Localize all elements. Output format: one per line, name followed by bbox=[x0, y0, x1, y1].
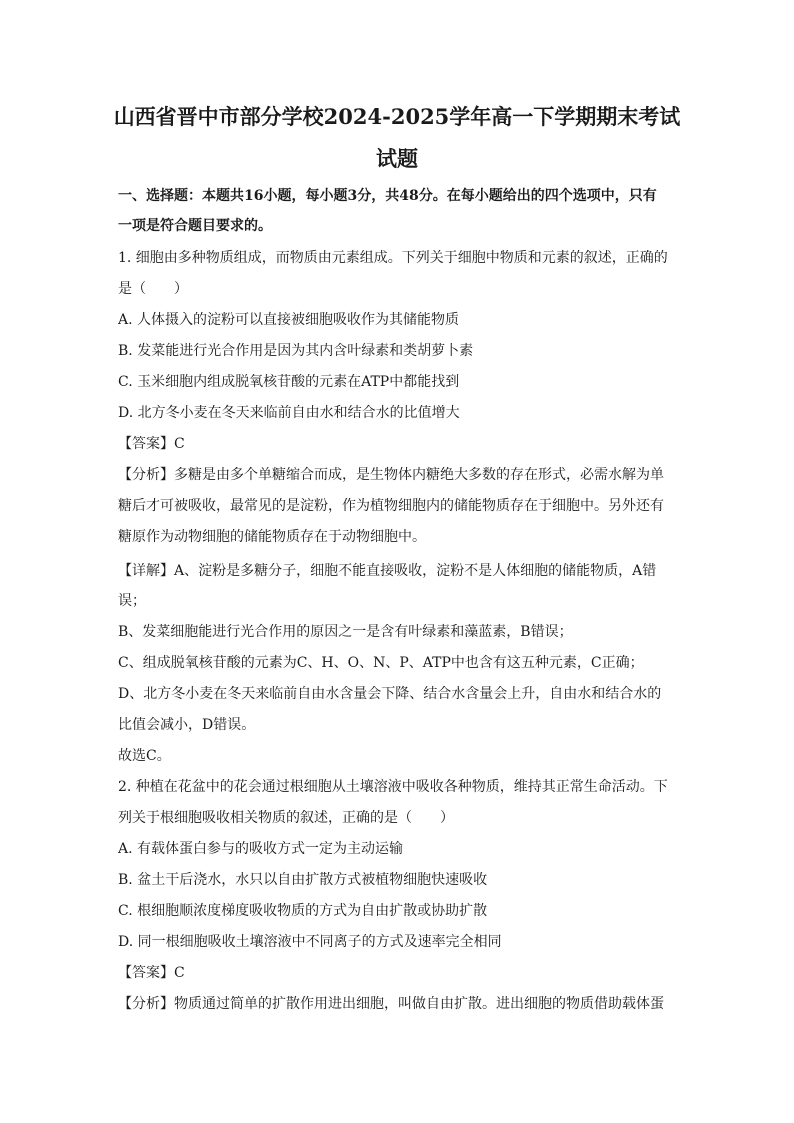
question-1-option-b: B. 发菜能进行光合作用是因为其内含叶绿素和类胡萝卜素 bbox=[118, 343, 474, 359]
question-1-option-a: A. 人体摄入的淀粉可以直接被细胞吸收作为其储能物质 bbox=[118, 312, 460, 328]
question-1-conclusion: 故选C。 bbox=[118, 748, 171, 764]
question-2-stem: 2. 种植在花盆中的花会通过根细胞从土壤溶液中吸收各种物质，维持其正常生命活动。下 bbox=[118, 779, 668, 795]
question-1-stem-continued: 是（ ） bbox=[118, 281, 188, 297]
section-heading: 一、选择题：本题共16小题，每小题3分，共48分。在每小题给出的四个选项中，只有 bbox=[118, 188, 657, 204]
question-2-stem-continued: 列关于根细胞吸收相关物质的叙述，正确的是（ ） bbox=[118, 810, 454, 826]
question-1-detail-line-3: B、发菜细胞能进行光合作用的原因之一是含有叶绿素和藻蓝素，B错误； bbox=[118, 624, 573, 640]
question-1-detail-line-2: 误； bbox=[118, 593, 146, 609]
question-1-detail-line-5: D、北方冬小麦在冬天来临前自由水含量会下降、结合水含量会上升，自由水和结合水的 bbox=[118, 686, 662, 702]
section-heading-continued: 一项是符合题目要求的。 bbox=[118, 218, 272, 234]
question-1-option-c: C. 玉米细胞内组成脱氧核苷酸的元素在ATP中都能找到 bbox=[118, 374, 460, 390]
question-2-analysis: 【分析】物质通过简单的扩散作用进出细胞，叫做自由扩散。进出细胞的物质借助载体蛋 bbox=[118, 996, 664, 1012]
question-2-option-a: A. 有载体蛋白参与的吸收方式一定为主动运输 bbox=[118, 841, 404, 857]
question-1-detail-line-4: C、组成脱氧核苷酸的元素为C、H、O、N、P、ATP中也含有这五种元素，C正确； bbox=[118, 655, 644, 671]
question-2-answer: 【答案】C bbox=[118, 965, 185, 981]
page-title: 山西省晋中市部分学校2024-2025学年高一下学期期末考试 bbox=[113, 104, 681, 129]
question-1-stem: 1. 细胞由多种物质组成，而物质由元素组成。下列关于细胞中物质和元素的叙述，正确的 bbox=[118, 250, 668, 266]
question-1-detail: 【详解】A、淀粉是多糖分子，细胞不能直接吸收，淀粉不是人体细胞的储能物质，A错 bbox=[118, 563, 657, 579]
question-2-option-d: D. 同一根细胞吸收土壤溶液中不同离子的方式及速率完全相同 bbox=[118, 934, 502, 950]
question-1-detail-line-6: 比值会减小，D错误。 bbox=[118, 717, 256, 733]
question-1-analysis: 【分析】多糖是由多个单糖缩合而成，是生物体内糖绝大多数的存在形式，必需水解为单 bbox=[118, 467, 664, 483]
question-1-analysis-line-3: 糖原作为动物细胞的储能物质存在于动物细胞中。 bbox=[118, 529, 426, 545]
question-1-option-d: D. 北方冬小麦在冬天来临前自由水和结合水的比值增大 bbox=[118, 405, 460, 421]
question-1-analysis-line-2: 糖后才可被吸收，最常见的是淀粉，作为植物细胞内的储能物质存在于细胞中。另外还有 bbox=[118, 498, 664, 514]
question-2-option-c: C. 根细胞顺浓度梯度吸收物质的方式为自由扩散或协助扩散 bbox=[118, 903, 488, 919]
page-title-continued: 试题 bbox=[376, 146, 418, 171]
question-1-answer: 【答案】C bbox=[118, 436, 185, 452]
question-2-option-b: B. 盆土干后浇水，水只以自由扩散方式被植物细胞快速吸收 bbox=[118, 872, 488, 888]
